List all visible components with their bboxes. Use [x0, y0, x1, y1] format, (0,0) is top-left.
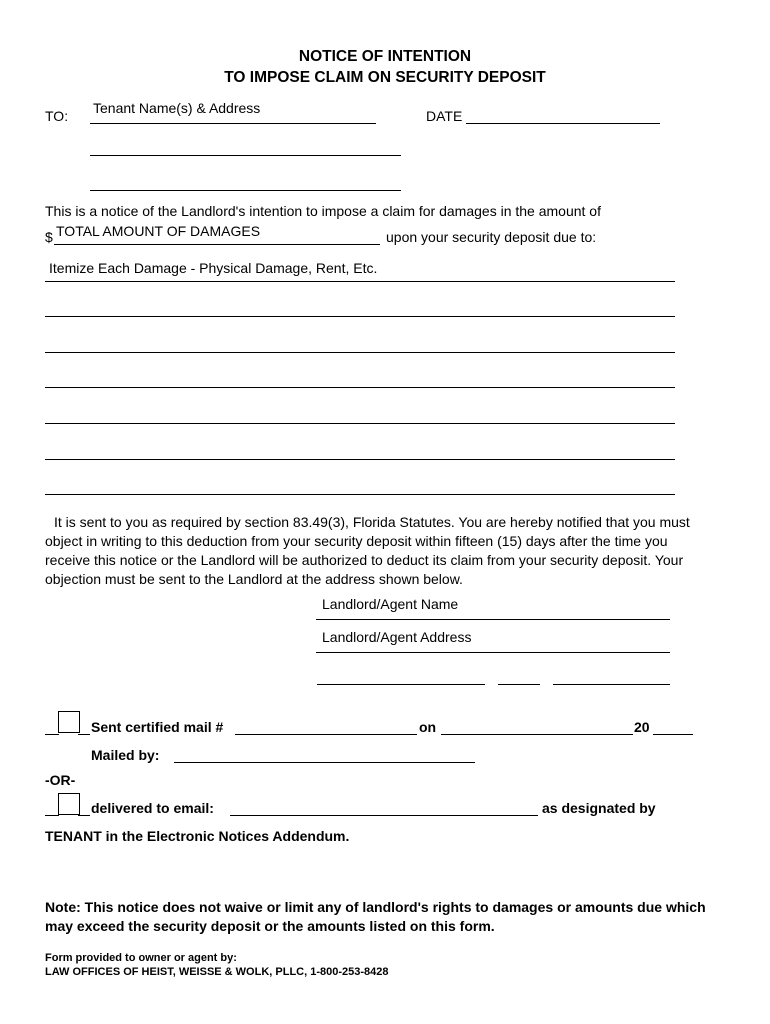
certified-mail-label: Sent certified mail # [91, 719, 224, 735]
certified-mail-prefix-line [45, 734, 59, 735]
year-prefix: 20 [634, 719, 650, 735]
tenant-address-line-1[interactable] [90, 155, 401, 156]
on-label: on [419, 719, 437, 735]
landlord-address-field[interactable]: Landlord/Agent Address [322, 629, 472, 645]
certified-mail-number-line[interactable] [235, 734, 417, 735]
certified-mail-suffix-line [78, 734, 90, 735]
itemize-line-4[interactable] [45, 387, 675, 388]
title-line-1: NOTICE OF INTENTION [298, 48, 472, 65]
date-label: DATE [426, 108, 463, 124]
email-address-line[interactable] [230, 815, 538, 816]
itemize-line-6[interactable] [45, 459, 675, 460]
mailed-by-label: Mailed by: [91, 747, 160, 763]
tenant-address-line-2[interactable] [90, 190, 401, 191]
statute-paragraph: It is sent to you as required by section 83.49(3), Florida Statutes. You are hereby notified that you must object in writing to this deduction from your security deposit within fifteen (15) days after the time you receive this notice or the Landlord will be authorized to deduct its claim from your security deposit. Your objection must be sent to the Landlord at the address shown below. [45, 514, 690, 587]
to-label: TO: [45, 108, 69, 124]
year-line[interactable] [653, 734, 693, 735]
itemize-line-3[interactable] [45, 352, 675, 353]
mail-date-line[interactable] [441, 734, 633, 735]
email-label: delivered to email: [91, 800, 214, 816]
footer-law-office: LAW OFFICES OF HEIST, WEISSE & WOLK, PLLC, 1-800-253-8428 [45, 966, 389, 978]
title-line-2: TO IMPOSE CLAIM ON SECURITY DEPOSIT [224, 69, 546, 86]
landlord-address-line [316, 652, 670, 653]
amount-field-line [54, 244, 380, 245]
note-text: Note: This notice does not waive or limit any of landlord's rights to damages or amounts due which may exceed the security deposit or the amounts listed on this form. [45, 899, 706, 934]
email-checkbox[interactable] [58, 793, 80, 815]
itemize-field[interactable]: Itemize Each Damage - Physical Damage, Rent, Etc. [49, 260, 378, 276]
email-suffix-line [78, 815, 90, 816]
notice-text: This is a notice of the Landlord's intention to impose a claim for damages in the amount of [45, 203, 601, 219]
amount-field[interactable]: TOTAL AMOUNT OF DAMAGES [56, 223, 261, 239]
itemize-line-1 [45, 281, 675, 282]
date-field-line[interactable] [466, 123, 660, 124]
itemize-line-5[interactable] [45, 423, 675, 424]
after-amount-text: upon your security deposit due to: [386, 229, 597, 245]
landlord-state-line[interactable] [498, 684, 540, 685]
or-label: -OR- [45, 772, 76, 788]
landlord-city-line[interactable] [317, 684, 485, 685]
itemize-line-2[interactable] [45, 316, 675, 317]
tenant-name-field[interactable]: Tenant Name(s) & Address [93, 100, 261, 116]
mailed-by-line[interactable] [174, 762, 475, 763]
landlord-zip-line[interactable] [553, 684, 670, 685]
email-prefix-line [45, 815, 59, 816]
currency-symbol: $ [45, 229, 53, 245]
itemize-line-7[interactable] [45, 494, 675, 495]
certified-mail-checkbox[interactable] [58, 711, 80, 733]
landlord-name-line [316, 619, 670, 620]
footer-provided-by: Form provided to owner or agent by: [45, 952, 237, 964]
landlord-name-field[interactable]: Landlord/Agent Name [322, 596, 459, 612]
tenant-name-line [90, 123, 376, 124]
as-designated-label: as designated by [542, 800, 656, 816]
tenant-addendum-text: TENANT in the Electronic Notices Addendum. [45, 828, 350, 844]
